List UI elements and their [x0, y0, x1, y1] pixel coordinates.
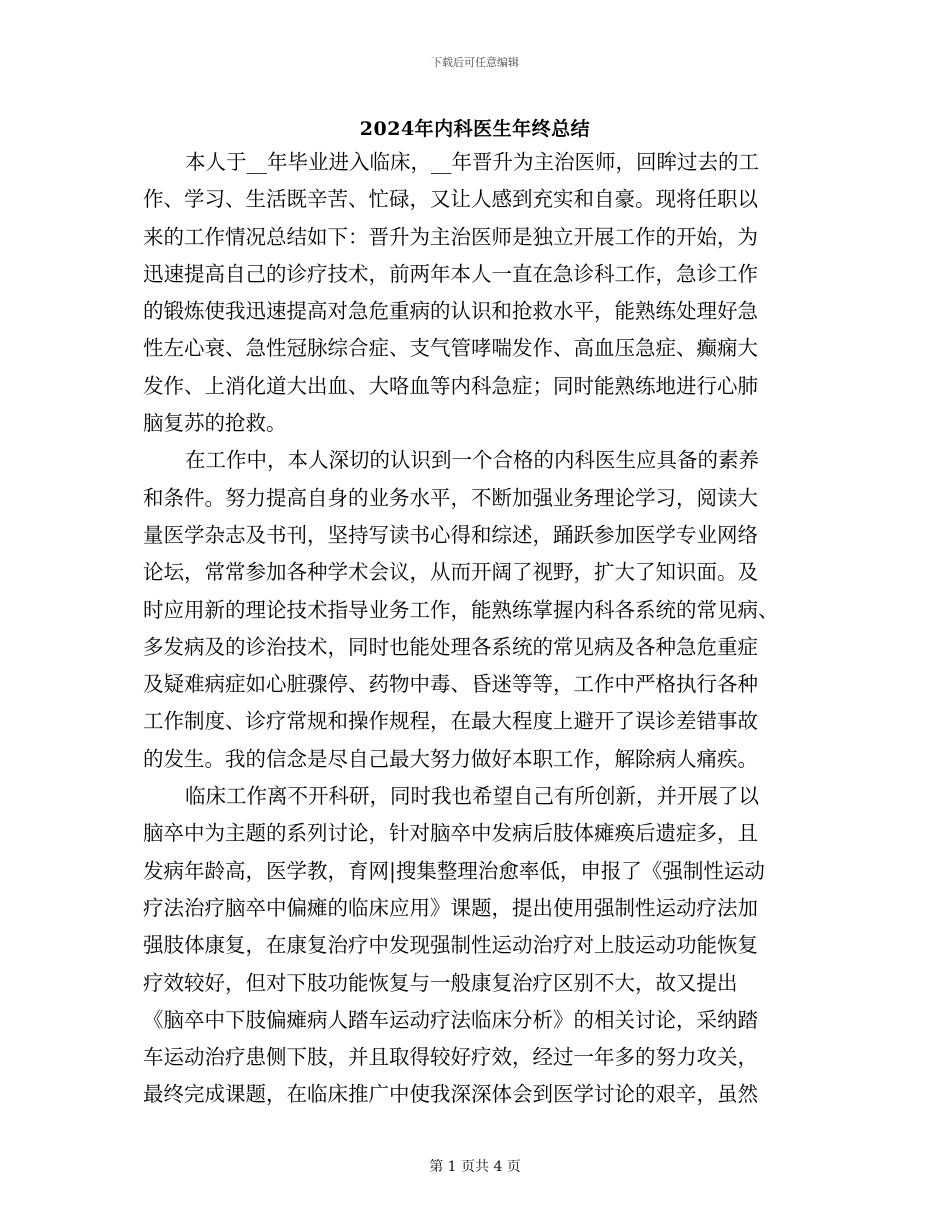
paragraph-1-line: 作、学习、生活既辛苦、忙碌，又让人感到充实和自豪。现将任职以: [143, 187, 758, 212]
paragraph-3-line: 疗效较好，但对下肢功能恢复与一般康复治疗区别不大，故又提出: [143, 970, 738, 995]
paragraph-1-line: 来的工作情况总结如下：晋升为主治医师是独立开展工作的开始，为: [143, 224, 758, 249]
paragraph-1-line: 发作、上消化道大出血、大咯血等内科急症；同时能熟练地进行心肺: [143, 373, 758, 398]
paragraph-2-line: 量医学杂志及书刊，坚持写读书心得和综述，踊跃参加医学专业网络: [143, 522, 758, 547]
paragraph-2-line: 和条件。努力提高自身的业务水平，不断加强业务理论学习，阅读大: [143, 485, 758, 510]
paragraph-3-line: 脑卒中为主题的系列讨论，针对脑卒中发病后肢体瘫痪后遗症多，且: [143, 821, 758, 846]
paragraph-3-line: 车运动治疗患侧下肢，并且取得较好疗效，经过一年多的努力攻关，: [143, 1045, 758, 1070]
paragraph-2-line: 时应用新的理论技术指导业务工作，能熟练掌握内科各系统的常见病、: [143, 597, 779, 622]
paragraph-2-line: 论坛，常常参加各种学术会议，从而开阔了视野，扩大了知识面。及: [143, 560, 758, 585]
paragraph-1-line: 迅速提高自己的诊疗技术，前两年本人一直在急诊科工作，急诊工作: [143, 261, 758, 286]
header-note: 下载后可任意编辑: [431, 56, 519, 69]
paragraph-2-line: 的发生。我的信念是尽自己最大努力做好本职工作，解除病人痛疾。: [143, 746, 758, 771]
paragraph-1-line: 的锻炼使我迅速提高对急危重病的认识和抢救水平，能熟练处理好急: [143, 299, 758, 324]
paragraph-2-line: 工作制度、诊疗常规和操作规程，在最大程度上避开了误诊差错事故: [143, 709, 758, 734]
paragraph-1-line: 性左心衰、急性冠脉综合症、支气管哮喘发作、高血压急症、癫痫大: [143, 336, 758, 361]
paragraph-3-line: 疗法治疗脑卒中偏瘫的临床应用》课题，提出使用强制性运动疗法加: [143, 895, 758, 920]
paragraph-2-line: 多发病及的诊治技术，同时也能处理各系统的常见病及各种急危重症: [143, 634, 758, 659]
document-title: 2024年内科医生年终总结: [359, 118, 591, 140]
paragraph-2-line: 在工作中，本人深切的认识到一个合格的内科医生应具备的素养: [185, 448, 759, 473]
paragraph-3-line: 《脑卒中下肢偏瘫病人踏车运动疗法临床分析》的相关讨论，采纳踏: [143, 1007, 758, 1032]
document-body: [143, 144, 803, 1114]
paragraph-3-line: 最终完成课题，在临床推广中使我深深体会到医学讨论的艰辛，虽然: [143, 1082, 758, 1107]
paragraph-3-line: 强肢体康复，在康复治疗中发现强制性运动治疗对上肢运动功能恢复: [143, 933, 758, 958]
paragraph-2-line: 及疑难病症如心脏骤停、药物中毒、昏迷等等，工作中严格执行各种: [143, 672, 758, 697]
paragraph-3-line: 临床工作离不开科研，同时我也希望自己有所创新，并开展了以: [185, 784, 759, 809]
page-footer: 第 1 页共 4 页: [429, 1159, 521, 1175]
paragraph-3-line: 发病年龄高，医学教，育网|搜集整理治愈率低，申报了《强制性运动: [143, 858, 765, 883]
paragraph-1-line: 本人于__年毕业进入临床，__年晋升为主治医师，回眸过去的工: [185, 150, 759, 174]
paragraph-1-line: 脑复苏的抢救。: [143, 411, 287, 436]
